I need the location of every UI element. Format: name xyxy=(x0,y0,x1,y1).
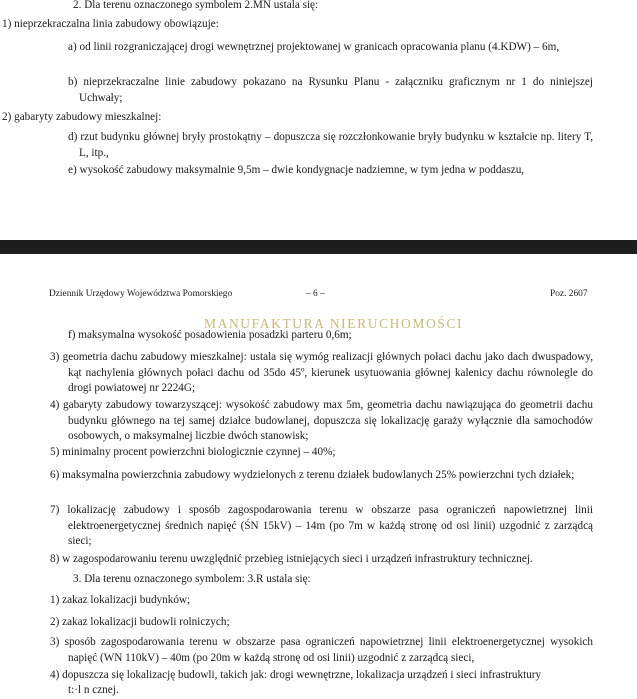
upper-page xyxy=(0,0,637,240)
rule-2e: e) wysokość zabudowy maksymalnie 9,5m – dwie kondygnacje nadziemne, w tym jedna w poddaszu, xyxy=(68,164,525,176)
page-number: – 6 – xyxy=(306,289,325,299)
rule-1b: b) nieprzekraczalne linie zabudowy pokazano na Rysunku Planu - załączniku graficznym nr 1 do niniejszej Uchwały; xyxy=(68,76,593,104)
rule-3r-4: 4) dopuszcza się lokalizację budowli, takich jak: drogi wewnętrzne, lokalizacja urządzeń i sieci infrastruktury xyxy=(50,669,542,681)
rule-3r-4-cont: t:·l n cznej. xyxy=(68,684,119,696)
rule-2: 2) gabaryty zabudowy mieszkalnej: xyxy=(2,111,162,123)
rule-1: 1) nieprzekraczalna linia zabudowy obowiązuje: xyxy=(2,18,219,30)
rule-4: 4) gabaryty zabudowy towarzyszącej: wysokość zabudowy max 5m, geometria dachu nawiązująca do geometrii dachu budynku głównego na tej samej działce budowlanej, dopuszcza się lokalizację garaży wyłącznie dla samochodów osobowych, o maksymalnej liczbie dwóch stanowisk; xyxy=(50,399,593,442)
watermark: MANUFAKTURA NIERUCHOMOŚCI xyxy=(204,316,464,331)
rule-3r-1: 1) zakaz lokalizacji budynków; xyxy=(50,594,191,606)
position-number: Poz. 2607 xyxy=(550,289,588,299)
rule-7: 7) lokalizację zabudowy i sposób zagospodarowania terenu w obszarze pasa ograniczeń napowietrznej linii elektroenergetycznej średnich napięć (ŚN 15kV) – 14m (po 7m w każdą stronę od osi linii) uzgodnić z zarządcą sieci; xyxy=(50,504,593,547)
section-2-heading: 2. Dla terenu oznaczonego symbolem 2.MN ustala się: xyxy=(73,0,319,11)
rule-3: 3) geometria dachu zabudowy mieszkalnej: ustala się wymóg realizacji głównych połaci dachu jako dach dwuspadowy, kąt nachylenia głównych połaci dachu od 35do 45º, kierunek usytuowania głównej kalenicy dachu równolegle do drogi powiatowej nr 2224G; xyxy=(50,351,593,394)
rule-2d: d) rzut budynku głównej bryły prostokątny – dopuszcza się rozczłonkowanie bryły budynku w kształcie np. litery T, L, itp., xyxy=(68,131,593,159)
rule-1a: a) od linii rozgraniczającej drogi wewnętrznej projektowanej w granicach opracowania planu (4.KDW) – 6m, xyxy=(68,41,560,53)
section-3-heading: 3. Dla terenu oznaczonego symbolem: 3.R ustala się: xyxy=(73,573,311,585)
lower-page xyxy=(0,254,637,699)
rule-3r-3: 3) sposób zagospodarowania terenu w obszarze pasa ograniczeń napowietrznej linii elektroenergetycznej wysokich napięć (WN 110kV) – 40m (po 20m w każdą stronę od osi linii) uzgodnić z zarządcą sieci, xyxy=(50,636,593,664)
page-separator xyxy=(0,240,637,254)
rule-6: 6) maksymalna powierzchnia zabudowy wydzielonych z terenu działek budowlanych 25% powierzchni tych działek; xyxy=(50,469,575,481)
rule-2f: f) maksymalna wysokość posadowienia posadzki parteru 0,6m; xyxy=(68,329,352,341)
rule-8: 8) w zagospodarowaniu terenu uwzględnić przebieg istniejących sieci i urządzeń infrastruktury technicznej. xyxy=(50,553,533,565)
rule-3r-2: 2) zakaz lokalizacji budowli rolniczych; xyxy=(50,616,230,628)
journal-title: Dziennik Urzędowy Województwa Pomorskiego xyxy=(49,289,233,299)
rule-5: 5) minimalny procent powierzchni biologicznie czynnej – 40%; xyxy=(50,446,336,458)
